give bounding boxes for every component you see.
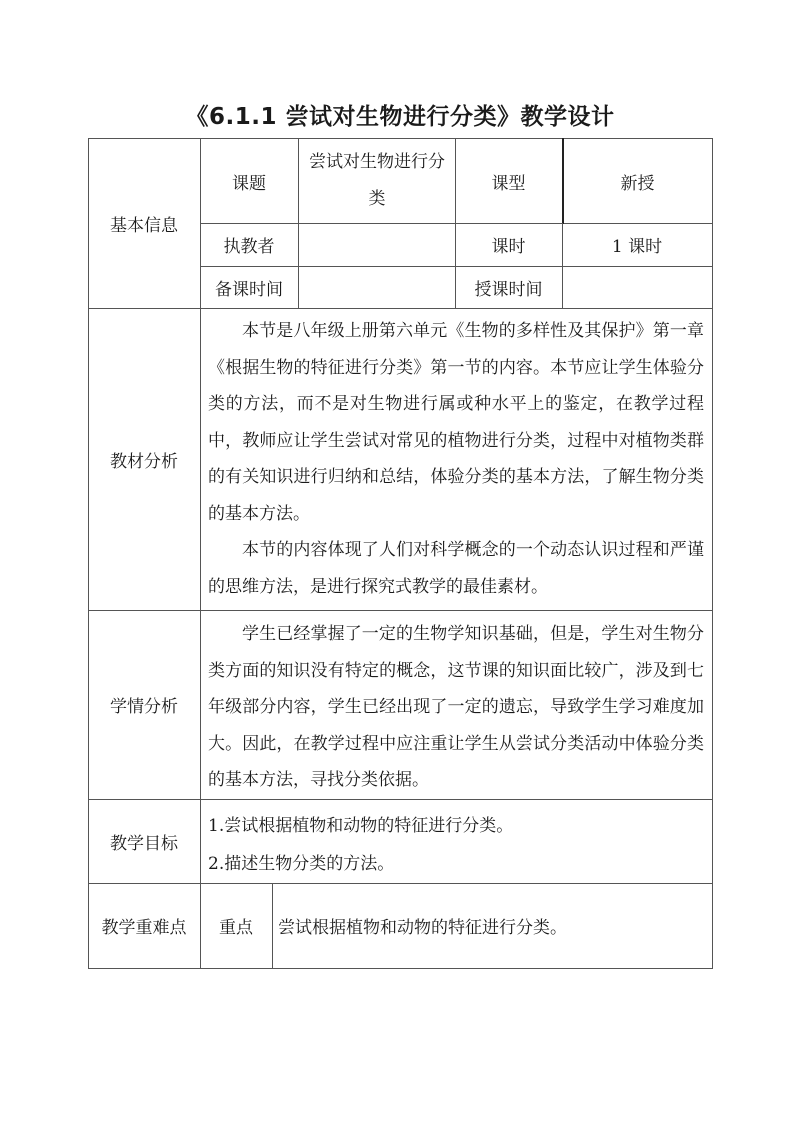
material-analysis-content <box>208 313 704 605</box>
material-analysis-label: 教材分析 <box>110 451 178 472</box>
document-title: 《6.1.1 尝试对生物进行分类》教学设计 <box>185 104 615 130</box>
key-point-label: 重点 <box>219 918 253 938</box>
goal-item: 1.尝试根据植物和动物的特征进行分类。 <box>208 815 514 836</box>
student-analysis-label: 学情分析 <box>110 697 178 717</box>
prep-time-value <box>298 266 455 308</box>
type-value: 新授 <box>620 173 655 194</box>
teach-time-label: 授课时间 <box>474 279 543 300</box>
teacher-label: 执教者 <box>223 237 275 257</box>
basic-info-label: 基本信息 <box>110 216 178 236</box>
key-points-label: 教学重难点 <box>101 918 187 938</box>
topic-label: 课题 <box>232 173 266 194</box>
key-point-value: 尝试根据植物和动物的特征进行分类。 <box>278 918 567 938</box>
hours-value: 1 课时 <box>611 237 663 257</box>
teacher-value <box>298 223 455 266</box>
teach-time-value <box>562 266 712 308</box>
student-analysis-content <box>208 616 704 799</box>
type-label: 课型 <box>491 173 526 194</box>
prep-time-label: 备课时间 <box>215 279 283 300</box>
material-paragraph: 本节的内容体现了人们对科学概念的一个动态认识过程和严谨的思维方法，是进行探究式教学的最佳素材。 <box>208 540 704 597</box>
material-paragraph: 本节是八年级上册第六单元《生物的多样性及其保护》第一章《根据生物的特征进行分类》第一节的内容。本节应让学生体验分类的方法，而不是对生物进行属或种水平上的鉴定，在教学过程中，教师应让学生尝试对常见的植物进行分类，过程中对植物类群的有关知识进行归纳和总结，体验分类的基本方法，了解生物分类的基本方法。 <box>208 321 704 524</box>
goal-item: 2.描述生物分类的方法。 <box>208 853 395 874</box>
hours-label: 课时 <box>491 237 526 257</box>
student-paragraph: 学生已经掌握了一定的生物学知识基础，但是，学生对生物分类方面的知识没有特定的概念，这节课的知识面比较广，涉及到七年级部分内容，学生已经出现了一定的遗忘，导致学生学习难度加大。因此，在教学过程中应注重让学生从尝试分类活动中体验分类的基本方法，寻找分类依据。 <box>208 624 704 790</box>
teaching-goals-label: 教学目标 <box>110 833 178 854</box>
topic-value: 尝试对生物进行分类 <box>309 152 445 209</box>
